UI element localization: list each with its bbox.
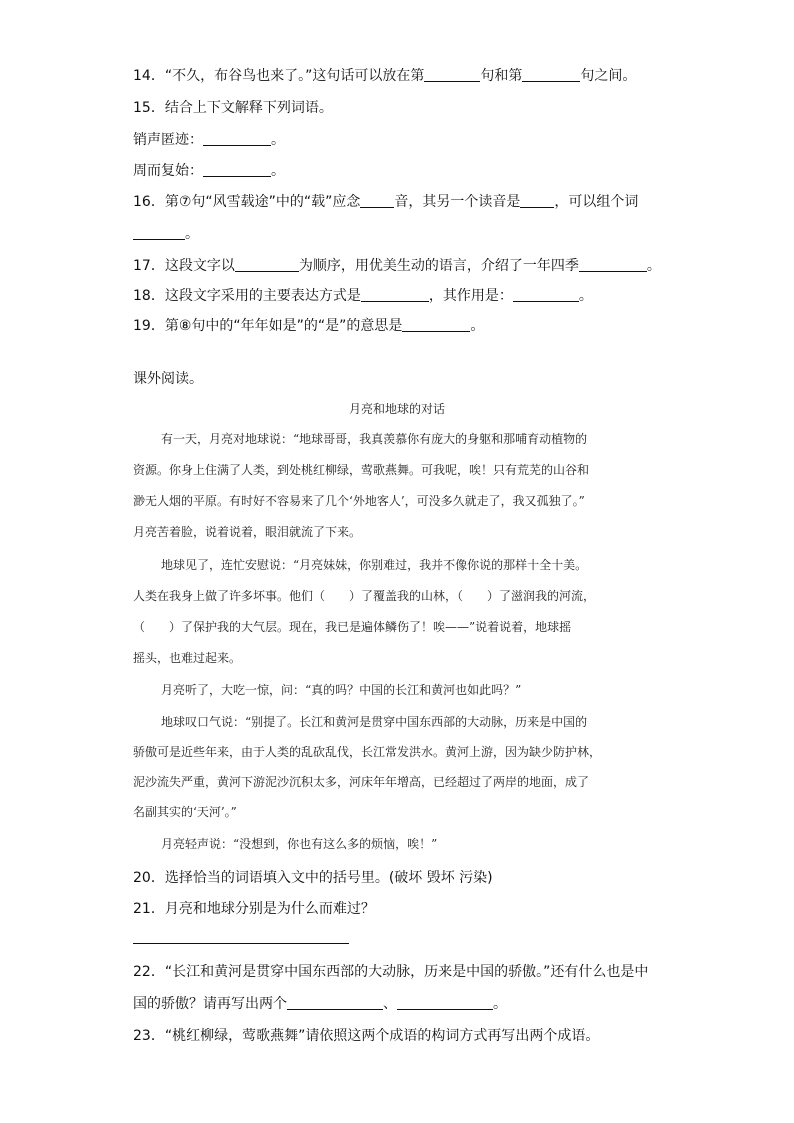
q19-prefix: 19．第⑧句中的“年年如是”的“是”的意思是 — [133, 318, 403, 334]
q18-prefix: 18．这段文字采用的主要表达方式是 — [133, 288, 361, 304]
passage-line: （ ）了保护我的大气层。现在，我已是遍体鳞伤了！唉——”说着说着，地球摇 — [133, 620, 572, 634]
passage-line: 泥沙流失严重，黄河下游泥沙沉积太多，河床年年增高，已经超过了两岸的地面，成了 — [133, 775, 590, 789]
passage-line: 地球见了，连忙安慰说：“月亮妹妹，你别难过，我并不像你说的那样十全十美。 — [161, 558, 588, 572]
q16-blank-3[interactable] — [133, 225, 185, 240]
question-21: 21．月亮和地球分别是为什么而难过？ — [133, 901, 375, 917]
q15-blank-2[interactable] — [203, 162, 271, 177]
q14-blank-2[interactable] — [522, 67, 580, 82]
passage-line: 人类在我身上做了许多坏事。他们（ ）了覆盖我的山林，（ ）了滋润我的河流， — [133, 589, 596, 603]
q16-blank-2[interactable] — [520, 193, 554, 208]
passage-line: 地球叹口气说：“别提了。长江和黄河是贯穿中国东西部的大动脉，历来是中国的 — [161, 715, 588, 729]
q15-term2-label: 周而复始： — [133, 163, 203, 179]
q18-blank-2[interactable] — [513, 287, 579, 302]
passage-line: 名副其实的‘天河’。” — [133, 805, 237, 819]
question-17 — [133, 256, 661, 276]
q16-suffix: ，可以组个词 — [554, 194, 639, 210]
q17-blank-2[interactable] — [579, 257, 647, 272]
q17-mid: 为顺序，用优美生动的语言，介绍了一年四季 — [298, 258, 579, 274]
reading-passage — [133, 400, 661, 860]
passage-line: 月亮轻声说：“没想到，你也有这么多的烦恼，唉！” — [161, 837, 438, 851]
passage-line: 骄傲可是近些年来，由于人类的乱砍乱伐，长江常发洪水。黄河上游，因为缺少防护林， — [133, 745, 602, 759]
q21-answer-line[interactable] — [133, 943, 349, 944]
question-19 — [133, 316, 484, 336]
question-20: 20．选择恰当的词语填入文中的括号里。(破坏 毁坏 污染) — [133, 870, 493, 886]
q14-prefix: 14．“不久，布谷鸟也来了。”这句话可以放在第 — [133, 68, 425, 84]
passage-line: 摇头，也难过起来。 — [133, 651, 242, 665]
q17-prefix: 17．这段文字以 — [133, 258, 235, 274]
q22-blank-2[interactable] — [397, 995, 493, 1010]
q19-blank-1[interactable] — [402, 317, 470, 332]
q15-blank-1[interactable] — [203, 131, 271, 146]
passage-line: 资源。你身上住满了人类，到处桃红柳绿，莺歌燕舞。可我呢，唉！只有荒芜的山谷和 — [133, 463, 590, 477]
q18-end: 。 — [578, 288, 593, 304]
passage-line: 月亮听了，大吃一惊，问：“真的吗？中国的长江和黄河也如此吗？” — [161, 683, 522, 697]
q14-suffix: 句之间。 — [580, 68, 637, 84]
section-heading: 课外阅读。 — [133, 371, 203, 387]
q17-end: 。 — [646, 258, 661, 274]
q18-mid: ，其作用是： — [428, 288, 513, 304]
question-16-cont — [133, 224, 199, 244]
q22-sep: 、 — [383, 996, 397, 1012]
q22-prefix: 国的骄傲？请再写出两个 — [133, 996, 287, 1012]
q18-blank-1[interactable] — [361, 287, 429, 302]
q17-blank-1[interactable] — [235, 257, 299, 272]
question-15-stem: 15．结合上下文解释下列词语。 — [133, 100, 333, 116]
q15-term2-end: 。 — [271, 163, 285, 179]
passage-line: 有一天，月亮对地球说：“地球哥哥，我真羡慕你有庞大的身躯和那哺育动植物的 — [161, 432, 588, 446]
q16-prefix: 16．第⑦句“风雪载途”中的“载”应念 — [133, 194, 361, 210]
q16-end: 。 — [185, 226, 199, 242]
question-22-line-2 — [133, 994, 507, 1014]
question-16 — [133, 192, 638, 212]
question-22-line-1: 22．“长江和黄河是贯穿中国东西部的大动脉，历来是中国的骄傲。”还有什么也是中 — [133, 964, 649, 980]
question-15-term-1 — [133, 130, 285, 150]
question-14 — [133, 66, 636, 86]
question-18 — [133, 286, 593, 306]
q15-term1-end: 。 — [271, 132, 285, 148]
question-23: 23．“桃红柳绿，莺歌燕舞”请依照这两个成语的构词方式再写出两个成语。 — [133, 1028, 600, 1044]
q14-mid: 句和第 — [480, 68, 523, 84]
passage-title: 月亮和地球的对话 — [348, 402, 445, 416]
passage-line: 渺无人烟的平原。有时好不容易来了几个‘外地客人’，可没多久就走了，我又孤独了。” — [133, 494, 585, 508]
q16-blank-1[interactable] — [360, 193, 394, 208]
q14-blank-1[interactable] — [424, 67, 480, 82]
q16-mid: 音，其另一个读音是 — [394, 194, 521, 210]
q19-end: 。 — [470, 318, 485, 334]
q15-term1-label: 销声匿迹： — [133, 132, 203, 148]
q22-blank-1[interactable] — [287, 995, 383, 1010]
question-15-term-2 — [133, 161, 285, 181]
passage-line: 月亮苦着脸，说着说着，眼泪就流了下来。 — [133, 525, 362, 539]
q22-end: 。 — [493, 996, 507, 1012]
